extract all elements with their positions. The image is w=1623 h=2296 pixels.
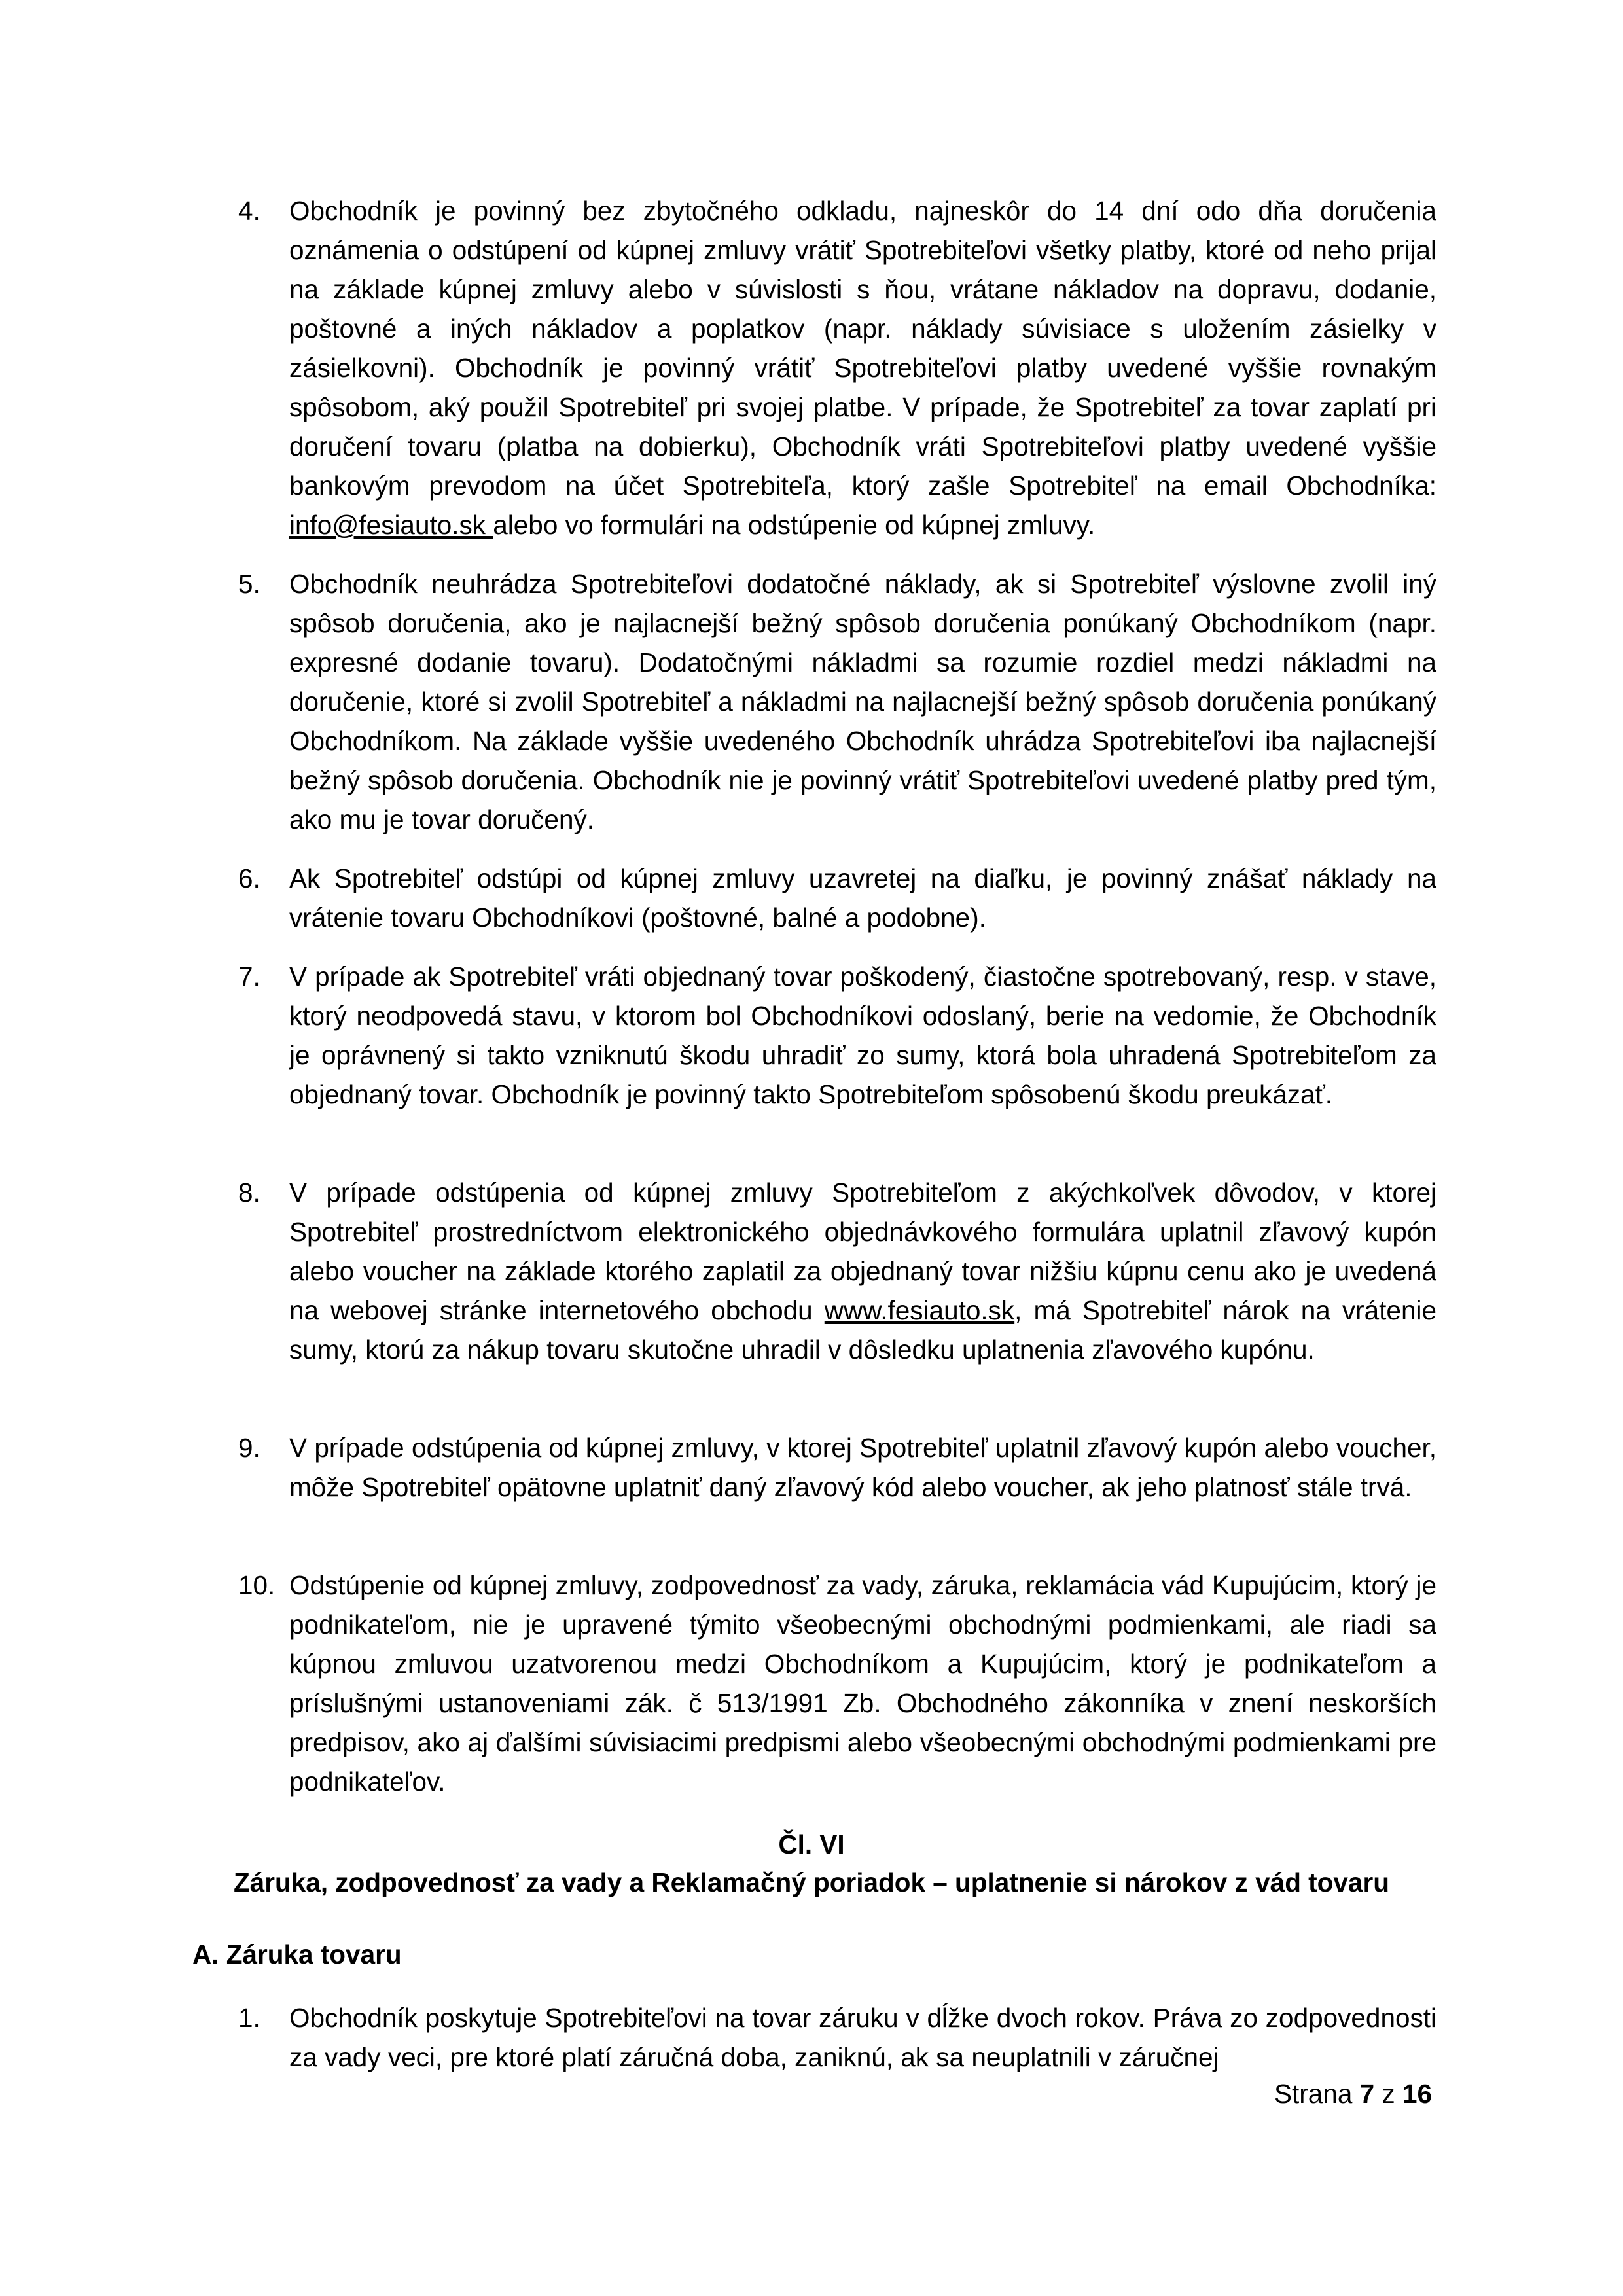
item-text: V prípade odstúpenia od kúpnej zmluvy, v ktorej Spotrebiteľ uplatnil zľavový kupón alebo voucher, môže Spotrebiteľ opätovne uplatniť daný zľavový kód alebo voucher, ak jeho platnosť stále trvá. [289, 1433, 1436, 1502]
total-pages: 16 [1402, 2079, 1432, 2109]
current-page: 7 [1359, 2079, 1375, 2109]
item-text: V prípade ak Spotrebiteľ vráti objednaný tovar poškodený, čiastočne spotrebovaný, resp. v stave, ktorý neodpovedá stavu, v ktorom bol Obchodníkovi odoslaný, berie na vedomie, že Obchodník je oprávnený si takto vzniknutú škodu uhradiť zo sumy, ktorá bola uhradená Spotrebiteľom za objednaný tovar. Obchodník je povinný takto Spotrebiteľom spôsobenú škodu preukázať. [289, 961, 1436, 1109]
section-heading: A. Záruka tovaru [192, 1939, 402, 1969]
item-number: 6. [238, 863, 260, 893]
item-text: V prípade odstúpenia od kúpnej zmluvy Spotrebiteľom z akýchkoľvek dôvodov, v ktorej Spotrebiteľ prostredníctvom elektronického objednávkového formulára uplatnil zľavový kupón alebo voucher na základe ktorého zaplatil za objednaný tovar nižšiu kúpnu cenu ako je uvedená na webovej stránke internetového obchodu www.fesiauto.sk, má Spotrebiteľ nárok na vrátenie sumy, ktorú za nákup tovaru skutočne uhradil v dôsledku uplatnenia zľavového kupónu. [289, 1177, 1436, 1365]
email-link[interactable]: info@fesiauto.sk [289, 510, 493, 540]
item-text: Obchodník neuhrádza Spotrebiteľovi dodatočné náklady, ak si Spotrebiteľ výslovne zvolil iný spôsob doručenia, ako je najlacnejší bežný spôsob doručenia ponúkaný Obchodníkom (napr. expresné dodanie tovaru). Dodatočnými nákladmi sa rozumie rozdiel medzi nákladmi na doručenie, ktoré si zvolil Spotrebiteľ a nákladmi na najlacnejší bežný spôsob doručenia ponúkaný Obchodníkom. Na základe vyššie uvedeného Obchodník uhrádza Spotrebiteľovi iba najlacnejší bežný spôsob doručenia. Obchodník nie je povinný vrátiť Spotrebiteľovi uvedené platby pred tým, ako mu je tovar doručený. [289, 569, 1436, 834]
item-number: 7. [238, 961, 260, 992]
item-text: Obchodník poskytuje Spotrebiteľovi na tovar záruku v dĺžke dvoch rokov. Práva zo zodpovednosti za vady veci, pre ktoré platí záručná doba, zaniknú, ak sa neuplatnili v záručnej [289, 2003, 1436, 2072]
item-number: 10. [238, 1570, 276, 1600]
item-number: 4. [238, 196, 260, 226]
page-label: Strana [1274, 2079, 1353, 2109]
item-text: Obchodník je povinný bez zbytočného odkladu, najneskôr do 14 dní odo dňa doručenia oznámenia o odstúpení od kúpnej zmluvy vrátiť Spotrebiteľovi všetky platby, ktoré od neho prijal na základe kúpnej zmluvy alebo v súvislosti s ňou, vrátane nákladov na dopravu, dodanie, poštovné a iných nákladov a poplatkov (napr. náklady súvisiace s uložením zásielky v zásielkovni). Obchodník je povinný vrátiť Spotrebiteľovi platby uvedené vyššie rovnakým spôsobom, aký použil Spotrebiteľ pri svojej platbe. V prípade, že Spotrebiteľ za tovar zaplatí pri doručení tovaru (platba na dobierku), Obchodník vráti Spotrebiteľovi platby uvedené vyššie bankovým prevodom na účet Spotrebiteľa, ktorý zašle Spotrebiteľ na email Obchodníka: info@fesiauto.sk alebo vo formulári na odstúpenie od kúpnej zmluvy. [289, 196, 1436, 540]
item-number: 1. [238, 2003, 260, 2033]
article-title: Záruka, zodpovednosť za vady a Reklamačný poriadok – uplatnenie si nárokov z vád tovaru [234, 1867, 1389, 1897]
page-number [1274, 2079, 1432, 2109]
item-text: Odstúpenie od kúpnej zmluvy, zodpovednosť za vady, záruka, reklamácia vád Kupujúcim, ktorý je podnikateľom, nie je upravené týmito všeobecnými obchodnými podmienkami, ale riadi sa kúpnou zmluvou uzatvorenou medzi Obchodníkom a Kupujúcim, ktorý je podnikateľom a príslušnými ustanoveniami zák. č 513/1991 Zb. Obchodného zákonníka v znení neskorších predpisov, ako aj ďalšími súvisiacimi predpismi alebo všeobecnými obchodnými podmienkami pre podnikateľov. [289, 1570, 1436, 1797]
item-number: 9. [238, 1433, 260, 1463]
article-number: Čl. VI [778, 1829, 845, 1859]
website-link[interactable]: www.fesiauto.sk [824, 1295, 1015, 1325]
page-separator: z [1382, 2079, 1395, 2109]
item-number: 8. [238, 1177, 260, 1208]
item-number: 5. [238, 569, 260, 599]
item-text: Ak Spotrebiteľ odstúpi od kúpnej zmluvy uzavretej na diaľku, je povinný znášať náklady na vrátenie tovaru Obchodníkovi (poštovné, balné a podobne). [289, 863, 1436, 933]
